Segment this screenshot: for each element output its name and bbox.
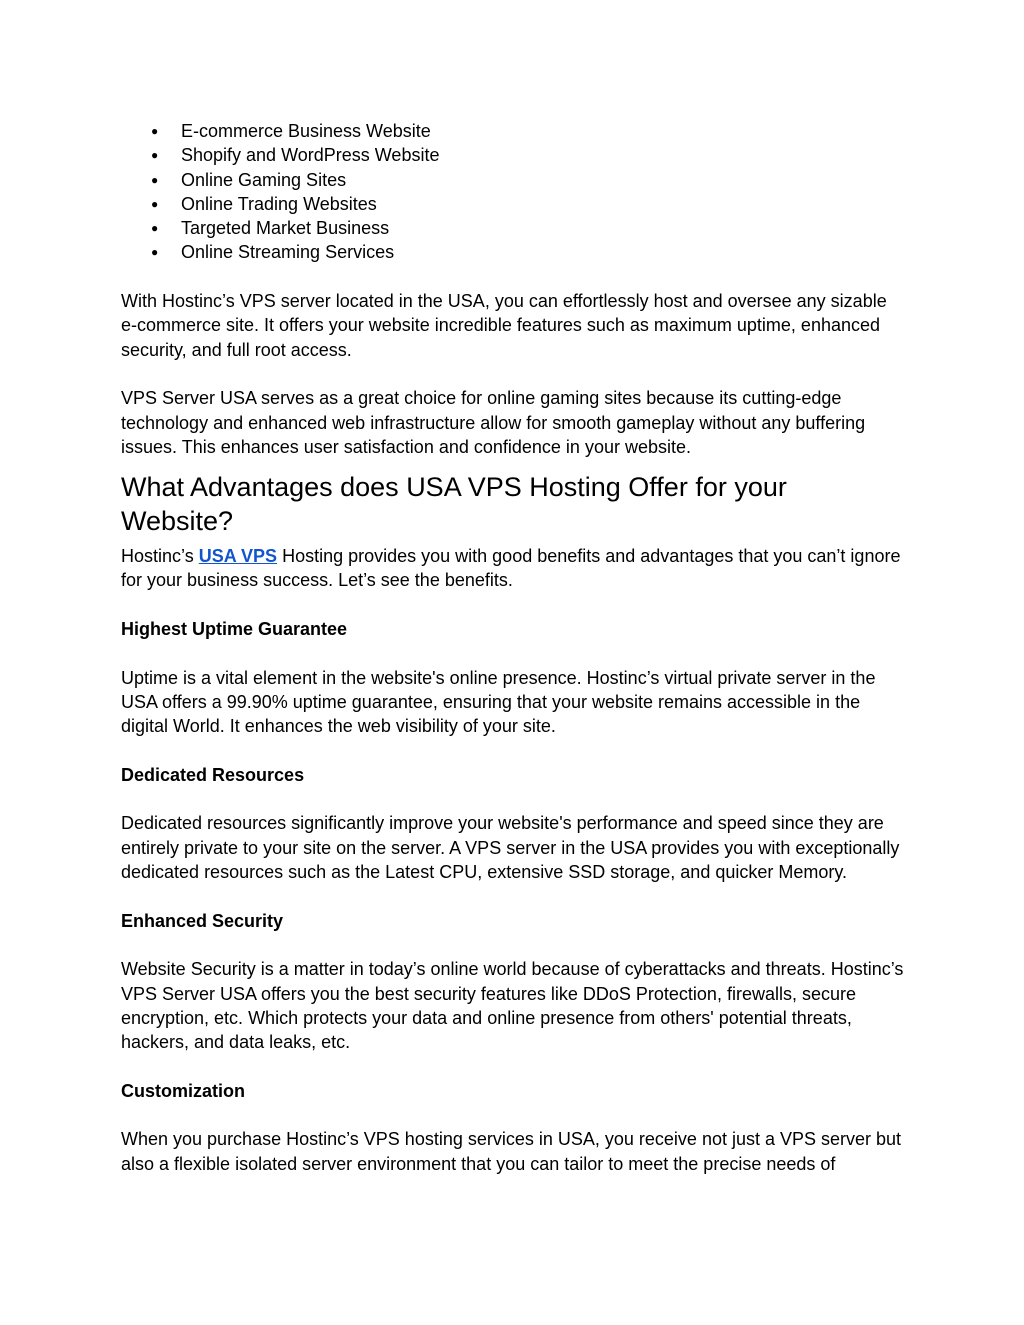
- list-item: ● E-commerce Business Website: [121, 119, 906, 143]
- intro-paragraph: Hostinc’s USA VPS Hosting provides you with good benefits and advantages that you can’t ignore for your business success. Let’s see the benefits.: [121, 546, 901, 591]
- list-item: ● Online Trading Websites: [121, 192, 906, 216]
- bullet-icon: ●: [151, 196, 159, 211]
- bullet-icon: ●: [151, 221, 159, 236]
- paragraph-uptime: Uptime is a vital element in the website's online presence. Hostinc’s virtual private server in the USA offers a 99.90% uptime guarantee, ensuring that your website remains accessible in the digital World. It enhances the web visibility of your site.: [121, 667, 876, 737]
- paragraph-security: Website Security is a matter in today’s online world because of cyberattacks and threats. Hostinc’s VPS Server USA offers you the best security features like DDoS Protection, firewalls, secure encryption, etc. Which protects your data and online presence from others' potential threats, hackers, and data leaks, etc.: [121, 959, 904, 1053]
- bullet-icon: ●: [151, 245, 159, 260]
- paragraph-ecommerce: With Hostinc’s VPS server located in the USA, you can effortlessly host and oversee any sizable e-commerce site. It offers your website incredible features such as maximum uptime, enhanced security, and full root access.: [121, 291, 887, 360]
- subheading-security: Enhanced Security: [121, 910, 284, 931]
- bullet-icon: ●: [151, 148, 159, 163]
- subheading-uptime: Highest Uptime Guarantee: [121, 619, 348, 640]
- bullet-icon: ●: [151, 124, 159, 138]
- usa-vps-link[interactable]: USA VPS: [198, 546, 278, 567]
- paragraph-resources: Dedicated resources significantly improve your website's performance and speed since they are entirely private to your site on the server. A VPS server in the USA provides you with exceptionally dedicated resources such as the Latest CPU, extensive SSD storage, and quicker Memory.: [121, 813, 900, 883]
- list-item: ● Online Gaming Sites: [121, 168, 906, 192]
- section-heading: What Advantages does USA VPS Hosting Offer for your Website?: [121, 472, 787, 537]
- subheading-resources: Dedicated Resources: [121, 764, 305, 785]
- bullet-icon: ●: [151, 172, 159, 187]
- paragraph-gaming: VPS Server USA serves as a great choice for online gaming sites because its cutting-edge technology and enhanced web infrastructure allow for smooth gameplay without any buffering issues. This enhances user satisfaction and confidence in your website.: [121, 388, 866, 457]
- subheading-customization: Customization: [121, 1080, 245, 1101]
- paragraph-customization: When you purchase Hostinc’s VPS hosting services in USA, you receive not just a VPS server but also a flexible isolated server environment that you can tailor to meet the precise needs of: [121, 1129, 902, 1174]
- list-item: ● Shopify and WordPress Website: [121, 143, 906, 167]
- list-item: ● Online Streaming Services: [121, 240, 906, 264]
- use-case-list: [121, 119, 906, 265]
- list-item: ● Targeted Market Business: [121, 216, 906, 240]
